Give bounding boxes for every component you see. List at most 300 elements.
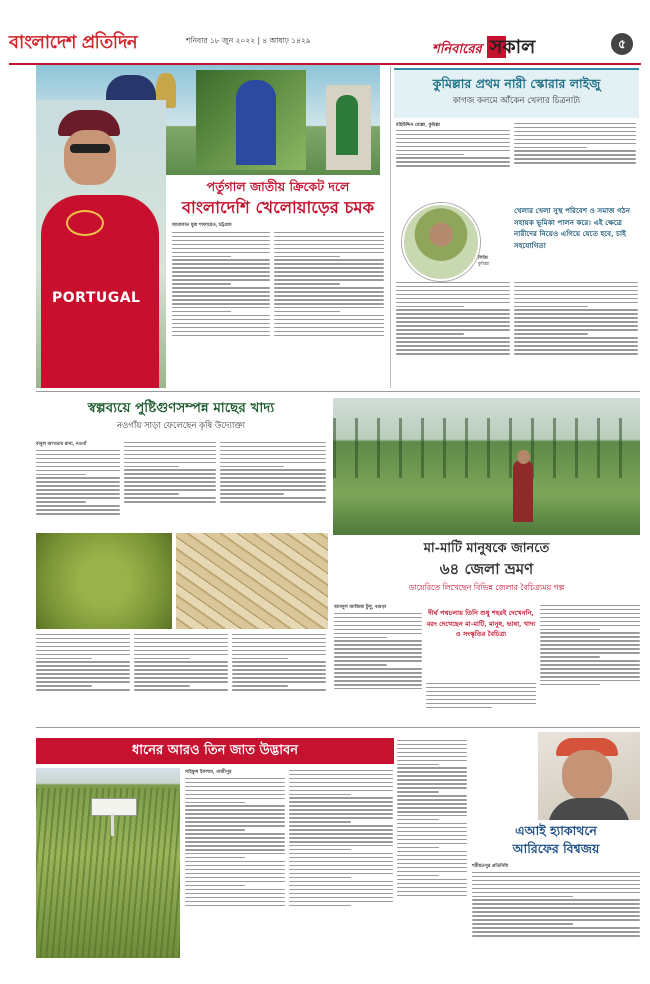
body-text-line: [172, 323, 270, 324]
body-text-line: [426, 687, 536, 688]
body-text-line: [185, 829, 245, 830]
body-text-line: [396, 333, 464, 334]
body-text-line: [396, 165, 510, 166]
body-text-line: [397, 867, 467, 868]
body-text-line: [334, 672, 422, 673]
body-text-line: [334, 640, 422, 641]
fish-subtitle: নওগাঁয় সাড়া ফেলেছেন কৃষি উদ্যোক্তা: [116, 421, 246, 431]
section-rule-2: [36, 727, 640, 728]
body-text-line: [289, 825, 393, 826]
travel-title-line1: মা-মাটি মানুষকে জানতে: [423, 541, 550, 556]
body-text-line: [397, 752, 467, 753]
body-text-line: [334, 617, 422, 618]
body-text-line: [397, 815, 467, 816]
body-text-line: [124, 442, 216, 443]
body-text-line: [396, 302, 510, 303]
body-text-line: [397, 811, 467, 812]
body-text-line: [274, 271, 384, 272]
travel-subtitle: ডায়েরিতে লিখেছেন বিভিন্ন জেলার বৈচিত্র্যময় গল্প: [408, 583, 565, 592]
body-text-line: [232, 669, 326, 670]
body-text-line: [172, 275, 270, 276]
body-text-line: [396, 341, 510, 342]
body-text-line: [36, 505, 120, 506]
body-text-line: [172, 244, 270, 245]
body-text-line: [514, 290, 638, 291]
body-text-line: [232, 673, 326, 674]
body-text-line: [397, 799, 467, 800]
body-text-line: [172, 236, 270, 237]
body-text-line: [514, 349, 638, 350]
fish-farm-photo: [333, 398, 640, 535]
body-text-line: [472, 899, 640, 900]
body-text-line: [397, 740, 467, 741]
body-text-line: [334, 656, 422, 657]
body-text-line: [36, 470, 120, 471]
body-text-line: [289, 809, 393, 810]
body-text-line: [397, 779, 467, 780]
body-text-line: [514, 298, 638, 299]
body-text-line: [36, 689, 130, 690]
body-text-line: [124, 477, 216, 478]
body-text-line: [36, 466, 120, 467]
body-text-line: [36, 650, 130, 651]
body-text-line: [134, 634, 228, 635]
body-text-line: [396, 321, 510, 322]
body-text-line: [134, 654, 228, 655]
body-text-line: [514, 333, 588, 334]
body-text-line: [274, 335, 384, 336]
body-text-line: [36, 509, 120, 510]
page-number: ৫: [618, 37, 626, 51]
comilla-title: কুমিল্লার প্রথম নারী স্কোরার লাইজু: [432, 76, 601, 91]
body-text-line: [274, 315, 384, 316]
body-text-line: [124, 462, 216, 463]
body-text-line: [289, 849, 351, 850]
body-text-line: [514, 337, 638, 338]
body-text-line: [334, 629, 422, 630]
body-text-line: [397, 760, 467, 761]
body-text-line: [334, 637, 387, 638]
rice-byline: সাইফুল ইসলাম, গাজীপুর: [185, 770, 232, 775]
body-text-line: [185, 849, 285, 850]
body-text-line: [397, 851, 467, 852]
body-text-line: [472, 876, 640, 877]
body-text-line: [396, 161, 510, 162]
body-text-line: [36, 513, 120, 514]
body-text-line: [36, 497, 120, 498]
body-text-line: [134, 665, 228, 666]
body-text-line: [472, 931, 640, 932]
body-text-line: [396, 282, 510, 283]
body-text-line: [134, 661, 228, 662]
body-text-line: [172, 319, 270, 320]
body-text-line: [397, 879, 467, 880]
body-text-line: [185, 809, 285, 810]
caption-place: কুমিল্লা: [478, 262, 490, 267]
travel-body-col3: [540, 603, 640, 723]
body-text-line: [289, 817, 393, 818]
body-text-line: [172, 327, 270, 328]
body-text-line: [36, 477, 120, 478]
body-text-line: [396, 313, 510, 314]
body-text-line: [514, 143, 636, 144]
body-text-line: [274, 275, 384, 276]
cricket-divider: [390, 66, 391, 388]
body-text-line: [185, 885, 245, 886]
body-text-line: [540, 664, 640, 665]
body-text-line: [289, 833, 393, 834]
travel-byline: আবদুল আজিজ টুলু, বগুড়া: [334, 605, 387, 610]
body-text-line: [397, 767, 467, 768]
body-text-line: [172, 252, 270, 253]
body-text-line: [540, 668, 640, 669]
fish-title: স্বল্পব্যয়ে পুষ্টিগুণসম্পন্ন মাছের খাদ্য: [87, 400, 275, 416]
body-text-line: [185, 905, 285, 906]
body-text-line: [514, 135, 636, 136]
body-text-line: [185, 837, 285, 838]
body-text-line: [185, 782, 285, 783]
cricket-headline: [172, 178, 384, 220]
body-text-line: [172, 279, 270, 280]
fish-body-bottom-col1: [36, 632, 130, 720]
body-text-line: [134, 642, 228, 643]
body-text-line: [397, 819, 439, 820]
body-text-line: [540, 632, 640, 633]
body-text-line: [396, 337, 510, 338]
body-text-line: [172, 287, 270, 288]
body-text-line: [36, 685, 92, 686]
body-text-line: [274, 283, 340, 284]
body-text-line: [134, 681, 228, 682]
body-text-line: [540, 672, 640, 673]
comilla-body-top-col2: [514, 121, 636, 188]
body-text-line: [540, 660, 640, 661]
body-text-line: [472, 923, 573, 924]
body-text-line: [472, 880, 640, 881]
body-text-line: [514, 309, 638, 310]
body-text-line: [185, 893, 285, 894]
body-text-line: [220, 454, 326, 455]
fish-body-bottom-col3: [232, 632, 326, 720]
body-text-line: [274, 327, 384, 328]
body-text-line: [232, 661, 326, 662]
body-text-line: [274, 307, 384, 308]
body-text-line: [397, 775, 467, 776]
rice-body-col3: [397, 738, 467, 966]
body-text-line: [289, 897, 393, 898]
hackathon-body: [472, 870, 640, 966]
body-text-line: [540, 652, 640, 653]
body-text-line: [334, 613, 422, 614]
body-text-line: [124, 466, 179, 467]
body-text-line: [36, 489, 120, 490]
body-text-line: [124, 493, 179, 494]
body-text-line: [220, 485, 326, 486]
body-text-line: [172, 263, 270, 264]
body-text-line: [124, 481, 216, 482]
rice-title: ধানের আরও তিন জাত উদ্ভাবন: [131, 743, 299, 758]
body-text-line: [185, 877, 285, 878]
body-text-line: [514, 302, 638, 303]
body-text-line: [397, 835, 467, 836]
body-text-line: [472, 919, 640, 920]
body-text-line: [124, 501, 216, 502]
body-text-line: [232, 634, 326, 635]
body-text-line: [334, 644, 422, 645]
body-text-line: [397, 839, 467, 840]
body-text-line: [397, 771, 467, 772]
body-text-line: [185, 790, 285, 791]
body-text-line: [514, 139, 636, 140]
rice-body-col1: [185, 776, 285, 966]
body-text-line: [289, 905, 351, 906]
fish-byline: বাবুল আখতার রানা, নওগাঁ: [36, 442, 87, 447]
body-text-line: [396, 146, 510, 147]
section-title-part-b: সকাল: [487, 36, 536, 58]
body-text-line: [396, 138, 510, 139]
body-text-line: [540, 613, 640, 614]
body-text-line: [514, 154, 636, 155]
body-text-line: [220, 501, 326, 502]
body-text-line: [232, 665, 326, 666]
body-text-line: [397, 859, 467, 860]
body-text-line: [540, 605, 640, 606]
body-text-line: [36, 661, 130, 662]
cricket-title-line1: পর্তুগাল জাতীয় ক্রিকেট দলে: [206, 179, 350, 194]
body-text-line: [274, 299, 384, 300]
body-text-line: [397, 827, 467, 828]
body-text-line: [289, 790, 393, 791]
body-text-line: [514, 313, 638, 314]
body-text-line: [426, 691, 536, 692]
body-text-line: [540, 648, 640, 649]
body-text-line: [232, 658, 288, 659]
section-title: [432, 33, 607, 59]
comilla-body-top-col1: [396, 128, 510, 188]
body-text-line: [289, 801, 393, 802]
body-text-line: [289, 841, 393, 842]
body-text-line: [472, 911, 640, 912]
body-text-line: [540, 684, 600, 685]
body-text-line: [124, 469, 216, 470]
body-text-line: [172, 291, 270, 292]
body-text-line: [220, 458, 326, 459]
body-text-line: [514, 123, 636, 124]
body-text-line: [472, 888, 640, 889]
body-text-line: [514, 294, 638, 295]
body-text-line: [289, 782, 393, 783]
body-text-line: [396, 309, 510, 310]
body-text-line: [274, 295, 384, 296]
body-text-line: [185, 841, 285, 842]
comilla-photo: [402, 203, 480, 281]
date-line: শনিবার ১৮ জুন ২০২২ | ৪ আষাঢ় ১৪২৯: [186, 36, 311, 45]
body-text-line: [397, 863, 467, 864]
body-text-line: [220, 493, 284, 494]
page-number-badge: [611, 33, 633, 55]
body-text-line: [185, 901, 285, 902]
body-text-line: [172, 256, 231, 257]
body-text-line: [289, 877, 351, 878]
body-text-line: [397, 831, 467, 832]
body-text-line: [514, 282, 638, 283]
body-text-line: [36, 474, 86, 475]
body-text-line: [220, 473, 326, 474]
body-text-line: [185, 778, 285, 779]
body-text-line: [274, 279, 384, 280]
body-text-line: [289, 885, 393, 886]
body-text-line: [334, 660, 422, 661]
body-text-line: [540, 629, 600, 630]
comilla-pull-quote: খেলার খেলা সুস্থ পরিবেশ ও সমাজ গঠন সহায়ক ভূমিকা পালন করে। এই ক্ষেত্রে নারীদের নিয়েও এগিয়ে যেতে হবে, চাই সহযোগিতা: [514, 206, 631, 250]
body-text-line: [396, 286, 510, 287]
body-text-line: [540, 625, 640, 626]
body-text-line: [134, 646, 228, 647]
body-text-line: [36, 646, 130, 647]
body-text-line: [396, 298, 510, 299]
body-text-line: [334, 664, 387, 665]
body-text-line: [289, 869, 393, 870]
fish-body-col3: [220, 440, 326, 530]
rice-body-col2: [289, 768, 393, 966]
body-text-line: [220, 450, 326, 451]
body-text-line: [274, 267, 384, 268]
body-text-line: [124, 450, 216, 451]
body-text-line: [36, 665, 130, 666]
masthead: [9, 28, 179, 58]
body-text-line: [334, 668, 422, 669]
body-text-line: [274, 256, 340, 257]
body-text-line: [397, 887, 467, 888]
body-text-line: [274, 232, 384, 233]
body-text-line: [472, 884, 640, 885]
body-text-line: [289, 829, 393, 830]
body-text-line: [540, 680, 640, 681]
hackathon-title-line1: এআই হ্যাকাথনে: [515, 823, 597, 838]
body-text-line: [334, 621, 422, 622]
body-text-line: [289, 901, 393, 902]
body-text-line: [220, 446, 326, 447]
body-text-line: [397, 795, 467, 796]
body-text-line: [185, 873, 285, 874]
body-text-line: [220, 462, 326, 463]
body-text-line: [514, 317, 638, 318]
body-text-line: [36, 677, 130, 678]
body-text-line: [334, 625, 422, 626]
body-text-line: [36, 454, 120, 455]
body-text-line: [220, 489, 326, 490]
body-text-line: [397, 871, 467, 872]
body-text-line: [185, 813, 285, 814]
body-text-line: [426, 707, 492, 708]
body-text-line: [124, 446, 216, 447]
body-text-line: [172, 248, 270, 249]
body-text-line: [397, 764, 439, 765]
comilla-body-bottom-col2: [514, 280, 638, 388]
body-text-line: [36, 669, 130, 670]
body-text-line: [396, 134, 510, 135]
body-text-line: [274, 252, 384, 253]
fish-feed-photo-1: [36, 533, 172, 629]
body-text-line: [185, 857, 245, 858]
body-text-line: [274, 240, 384, 241]
body-text-line: [274, 287, 384, 288]
body-text-line: [289, 837, 393, 838]
body-text-line: [396, 345, 510, 346]
body-text-line: [36, 458, 120, 459]
body-text-line: [397, 787, 467, 788]
body-text-line: [514, 147, 587, 148]
caption-name: লিজি: [478, 256, 488, 261]
body-text-line: [220, 466, 284, 467]
cricket-player-photo: [36, 100, 166, 388]
travel-body-col1: [334, 611, 422, 723]
body-text-line: [36, 681, 130, 682]
body-text-line: [36, 493, 120, 494]
body-text-line: [134, 677, 228, 678]
body-text-line: [134, 689, 228, 690]
fish-body-col2: [124, 440, 216, 530]
body-text-line: [124, 458, 216, 459]
body-text-line: [185, 798, 285, 799]
body-text-line: [289, 786, 393, 787]
body-text-line: [232, 677, 326, 678]
body-text-line: [289, 797, 393, 798]
body-text-line: [472, 935, 640, 936]
body-text-line: [172, 335, 270, 336]
body-text-line: [397, 875, 439, 876]
body-text-line: [334, 684, 422, 685]
body-text-line: [514, 131, 636, 132]
body-text-line: [172, 295, 270, 296]
rice-title-bar: [36, 738, 394, 764]
body-text-line: [172, 267, 270, 268]
body-text-line: [185, 881, 285, 882]
body-text-line: [124, 454, 216, 455]
body-text-line: [220, 497, 326, 498]
body-text-line: [232, 646, 326, 647]
body-text-line: [472, 892, 640, 893]
hackathon-byline: শরীয়তপুর প্রতিনিধি: [472, 864, 509, 869]
body-text-line: [274, 331, 384, 332]
body-text-line: [397, 847, 439, 848]
body-text-line: [540, 636, 640, 637]
body-text-line: [232, 650, 326, 651]
body-text-line: [514, 321, 638, 322]
body-text-line: [185, 861, 285, 862]
body-text-line: [289, 778, 393, 779]
body-text-line: [514, 353, 638, 354]
body-text-line: [540, 640, 640, 641]
body-text-line: [334, 648, 422, 649]
body-text-line: [289, 873, 393, 874]
body-text-line: [172, 240, 270, 241]
body-text-line: [124, 497, 216, 498]
body-text-line: [514, 127, 636, 128]
body-text-line: [396, 130, 510, 131]
body-text-line: [220, 477, 326, 478]
body-text-line: [396, 329, 510, 330]
body-text-line: [172, 315, 270, 316]
body-text-line: [172, 283, 231, 284]
body-text-line: [540, 621, 640, 622]
body-text-line: [274, 236, 384, 237]
body-text-line: [514, 150, 636, 151]
body-text-line: [514, 341, 638, 342]
body-text-line: [289, 857, 393, 858]
body-text-line: [397, 783, 467, 784]
body-text-line: [36, 658, 92, 659]
